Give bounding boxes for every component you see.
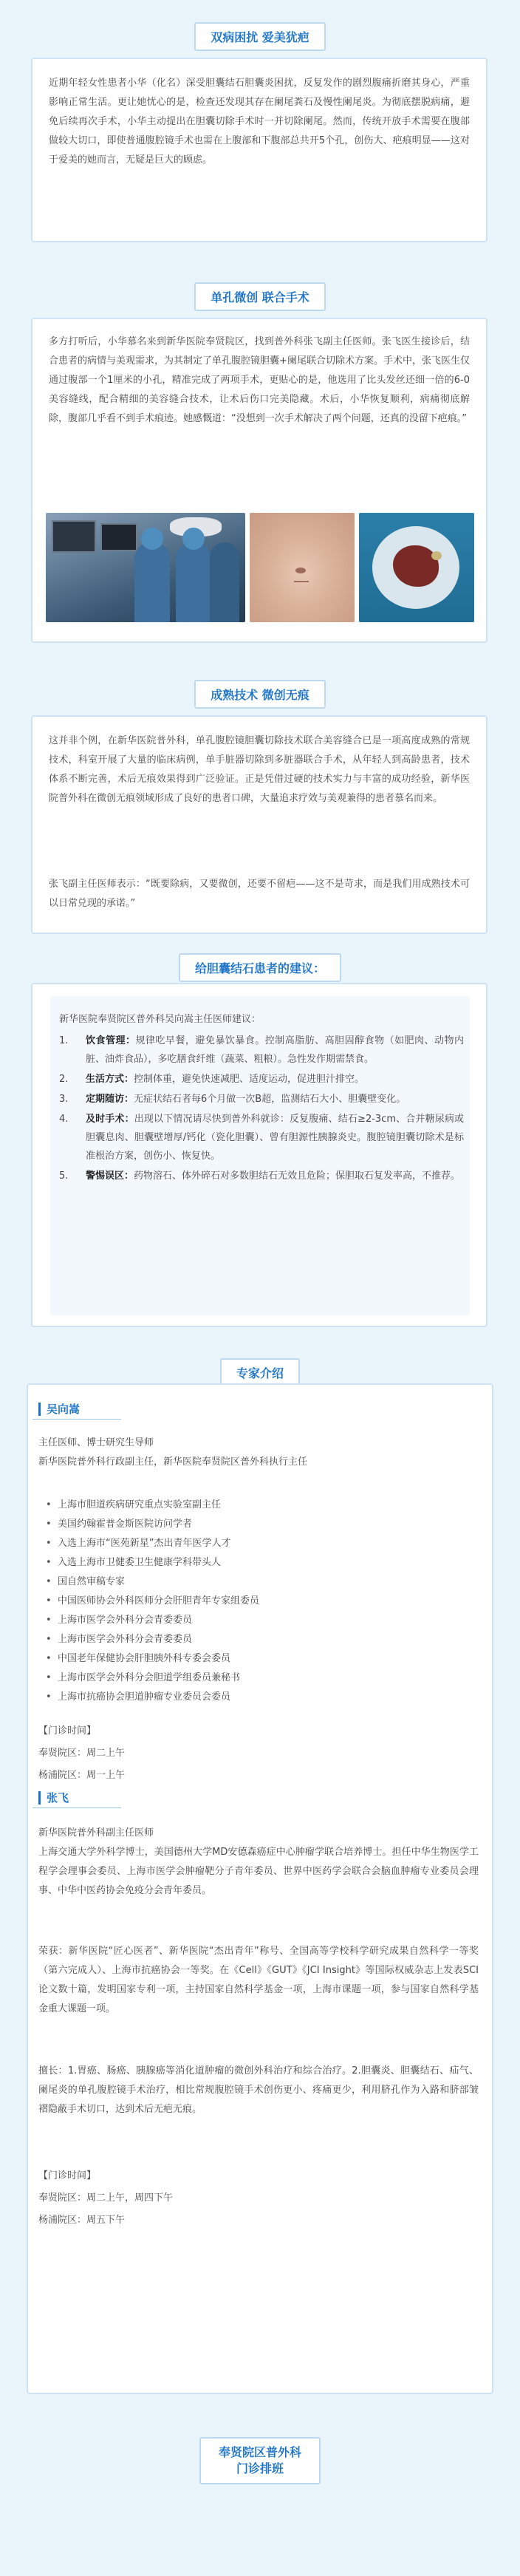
section-3-text-1: 这并非个例，在新华医院普外科，单孔腹腔镜胆囊切除技术联合美容缝合已是一项高度成熟的常规技术，科室开展了大量的临床病例，单手脏器切除到多脏器联合手术，从年轻人到高龄患者，技术体系不断完善，术后无痕效果得到广泛验证。正是凭借过硬的技术实力与丰富的成功经验，新华医院普外科在微创无痕领域形成了良好的患者口碑，大量追求疗效与美观兼得的患者慕名而来。 [49,735,470,804]
section-title-1: 双病困扰 爱美犹疤 [194,22,326,51]
advice-intro: 新华医院奉贤院区普外科吴向嵩主任医师建议： [59,1014,261,1025]
section-title-5: 专家介绍 [220,1358,300,1387]
title-item: • 国自然审稿专家 [43,1572,471,1592]
specimen-photo [359,513,474,622]
monitor-shape [100,523,137,551]
expert-1-titles [43,1496,471,1707]
advice-item: 3. 定期随访：无症状结石者每6个月做一次B超，监测结石大小、胆囊壁变化。 [59,1094,406,1105]
expert-1-intro: 主任医师、博士研究生导师 新华医院普外科行政副主任，新华医院奉贤院区普外科执行主任 [38,1437,308,1468]
surgeon-head [182,528,205,550]
section-title-wrap [0,22,520,51]
monitor-shape [52,520,96,553]
title-item: • 上海市抗癌协会胆道肿瘤专业委员会委员 [43,1688,471,1707]
surgeon-figure [134,542,170,622]
section-title-wrap [0,680,520,709]
clinic-label-2: 【门诊时间】 [38,2170,97,2181]
title-item: • 上海市医学会外科分会青委委员 [43,1611,471,1630]
clinic-time: 奉贤院区：周二上午 [38,1748,126,1759]
expert-2-honor: 荣获：新华医院“匠心医者”、新华医院“杰出青年”称号、全国高等学校科学研究成果自然科学一等奖（第六完成人）、上海市抗癌协会一等奖。在《Cell》《GUT》《JCI Insight》等国际权威杂志上发表SCI论文数十篇，发明国家专利一项，主持国家自然科学基金一项，上海市课题一项，参与国家自然科学基金重大课题一项。 [38,1946,479,2014]
advice-item: 4. 及时手术：出现以下情况请尽快到普外科就诊：反复腹痛、结石≥2-3cm、合并糖尿病或胆囊息肉、胆囊壁增厚/钙化（瓷化胆囊）、曾有胆源性胰腺炎史。腹腔镜胆囊切除术是标准根治方案，创伤小、恢复快。 [59,1114,464,1162]
navel-shape [295,568,306,573]
expert-name-2: 张飞 [38,1791,69,1805]
expert-2-expertise: 擅长：1.胃癌、肠癌、胰腺癌等消化道肿瘤的微创外科治疗和综合治疗。2.胆囊炎、胆囊结石、疝气、阑尾炎的单孔腹腔镜手术治疗，相比常规腹腔镜手术创伤更小、疼痛更少，利用脐孔作为入路和脐部皱褶隐蔽手术切口，达到术后无疤无痕。 [38,2065,479,2115]
section-title-4: 给胆囊结石患者的建议： [179,953,341,982]
section-title-wrap [0,2437,520,2484]
clinic-time: 杨浦院区：周五下午 [38,2215,126,2226]
gallbladder-shape [393,545,439,587]
section-3-text-2: 张飞副主任医师表示：“既要除病，又要微创，还要不留疤——这不是苛求，而是我们用成熟技术可以日常兑现的承诺。” [49,879,470,909]
stone-shape [431,551,442,560]
title-item: • 中国医师协会外科医师分会肝胆青年专家组委员 [43,1592,471,1611]
section-title-2: 单孔微创 联合手术 [194,282,326,311]
surgery-photo [46,513,245,622]
title-item: • 入选上海市“医苑新星”杰出青年医学人才 [43,1534,471,1553]
section-1-text: 近期年轻女性患者小华（化名）深受胆囊结石胆囊炎困扰，反复发作的剧烈腹痛折磨其身心，严重影响正常生活。更让她忧心的是，检查还发现其存在阑尾粪石及慢性阑尾炎。为彻底摆脱病痛，避免后续再次手术，小华主动提出在胆囊切除手术时一并切除阑尾。然而，传统开放手术需要在腹部做较大切口，即使普通腹腔镜手术也需在上腹部和下腹部总共开5个孔，创伤大、疤痕明显——这对于爱美的她而言，无疑是巨大的顾虑。 [49,78,470,166]
clinic-label-1: 【门诊时间】 [38,1725,97,1737]
surgeon-figure [210,542,239,622]
surgeon-figure [176,542,211,622]
surgeon-head [141,528,163,550]
advice-item: 2. 生活方式：控制体重，避免快速减肥、适度运动，促进胆汁排空。 [59,1074,365,1085]
advice-list [59,1032,464,1187]
incision-shape [294,581,309,582]
section-title-3: 成熟技术 微创无痕 [194,680,326,709]
advice-item: 5. 警惕误区：药物溶石、体外碎石对多数胆结石无效且危险；保胆取石复发率高，不推荐。 [59,1171,461,1182]
title-item: • 美国约翰霍普金斯医院访问学者 [43,1515,471,1534]
section-title-wrap [0,282,520,311]
section-2-text: 多方打听后，小华慕名来到新华医院奉贤院区，找到普外科张飞副主任医师。张飞医生接诊后，结合患者的病情与美观需求，为其制定了单孔腹腔镜胆囊+阑尾联合切除术方案。手术中，张飞医生仅通过腹部一个1厘米的小孔，精准完成了两项手术，更贴心的是，他选用了比头发丝还细一倍的6-0美容缝线，配合精细的美容缝合技术，让术后伤口完美隐藏。术后，小华恢复顺利，病痛彻底解除，腹部几乎看不到手术痕迹。她感慨道：“没想到一次手术解决了两个问题，还真的没留下疤痕。” [49,336,470,424]
expert-2-intro: 新华医院普外科副主任医师 上海交通大学外科学博士，美国德州大学MD安德森癌症中心肿瘤学联合培养博士。担任中华生物医学工程学会理事会委员、上海市医学会肿瘤靶分子青年委员、世界中医药学会联合会脑血肿瘤专业委员会理事、中华中医药协会免疫分会青年委员。 [38,1827,479,1896]
abdomen-photo [250,513,355,622]
title-item: • 中国老年保健协会肝胆胰外科专委会委员 [43,1649,471,1669]
section-title-wrap [0,953,520,982]
title-item: • 上海市医学会外科分会胆道学组委员兼秘书 [43,1669,471,1688]
clinic-time: 奉贤院区：周二上午，周四下午 [38,2192,174,2204]
photo-strip [46,513,474,622]
section-title-6: 奉贤院区普外科 门诊排班 [199,2437,321,2484]
title-item: • 上海市医学会外科分会青委委员 [43,1630,471,1649]
expert-name-1: 吴向嵩 [38,1403,80,1416]
clinic-time: 杨浦院区：周一上午 [38,1770,126,1781]
title-item: • 入选上海市卫健委卫生健康学科带头人 [43,1553,471,1572]
advice-item: 1. 饮食管理：规律吃早餐，避免暴饮暴食。控制高脂肪、高胆固醇食物（如肥肉、动物内脏、油炸食品），多吃膳食纤维（蔬菜、粗粮）。急性发作期需禁食。 [59,1035,464,1065]
title-item: • 上海市胆道疾病研究重点实验室副主任 [43,1496,471,1515]
